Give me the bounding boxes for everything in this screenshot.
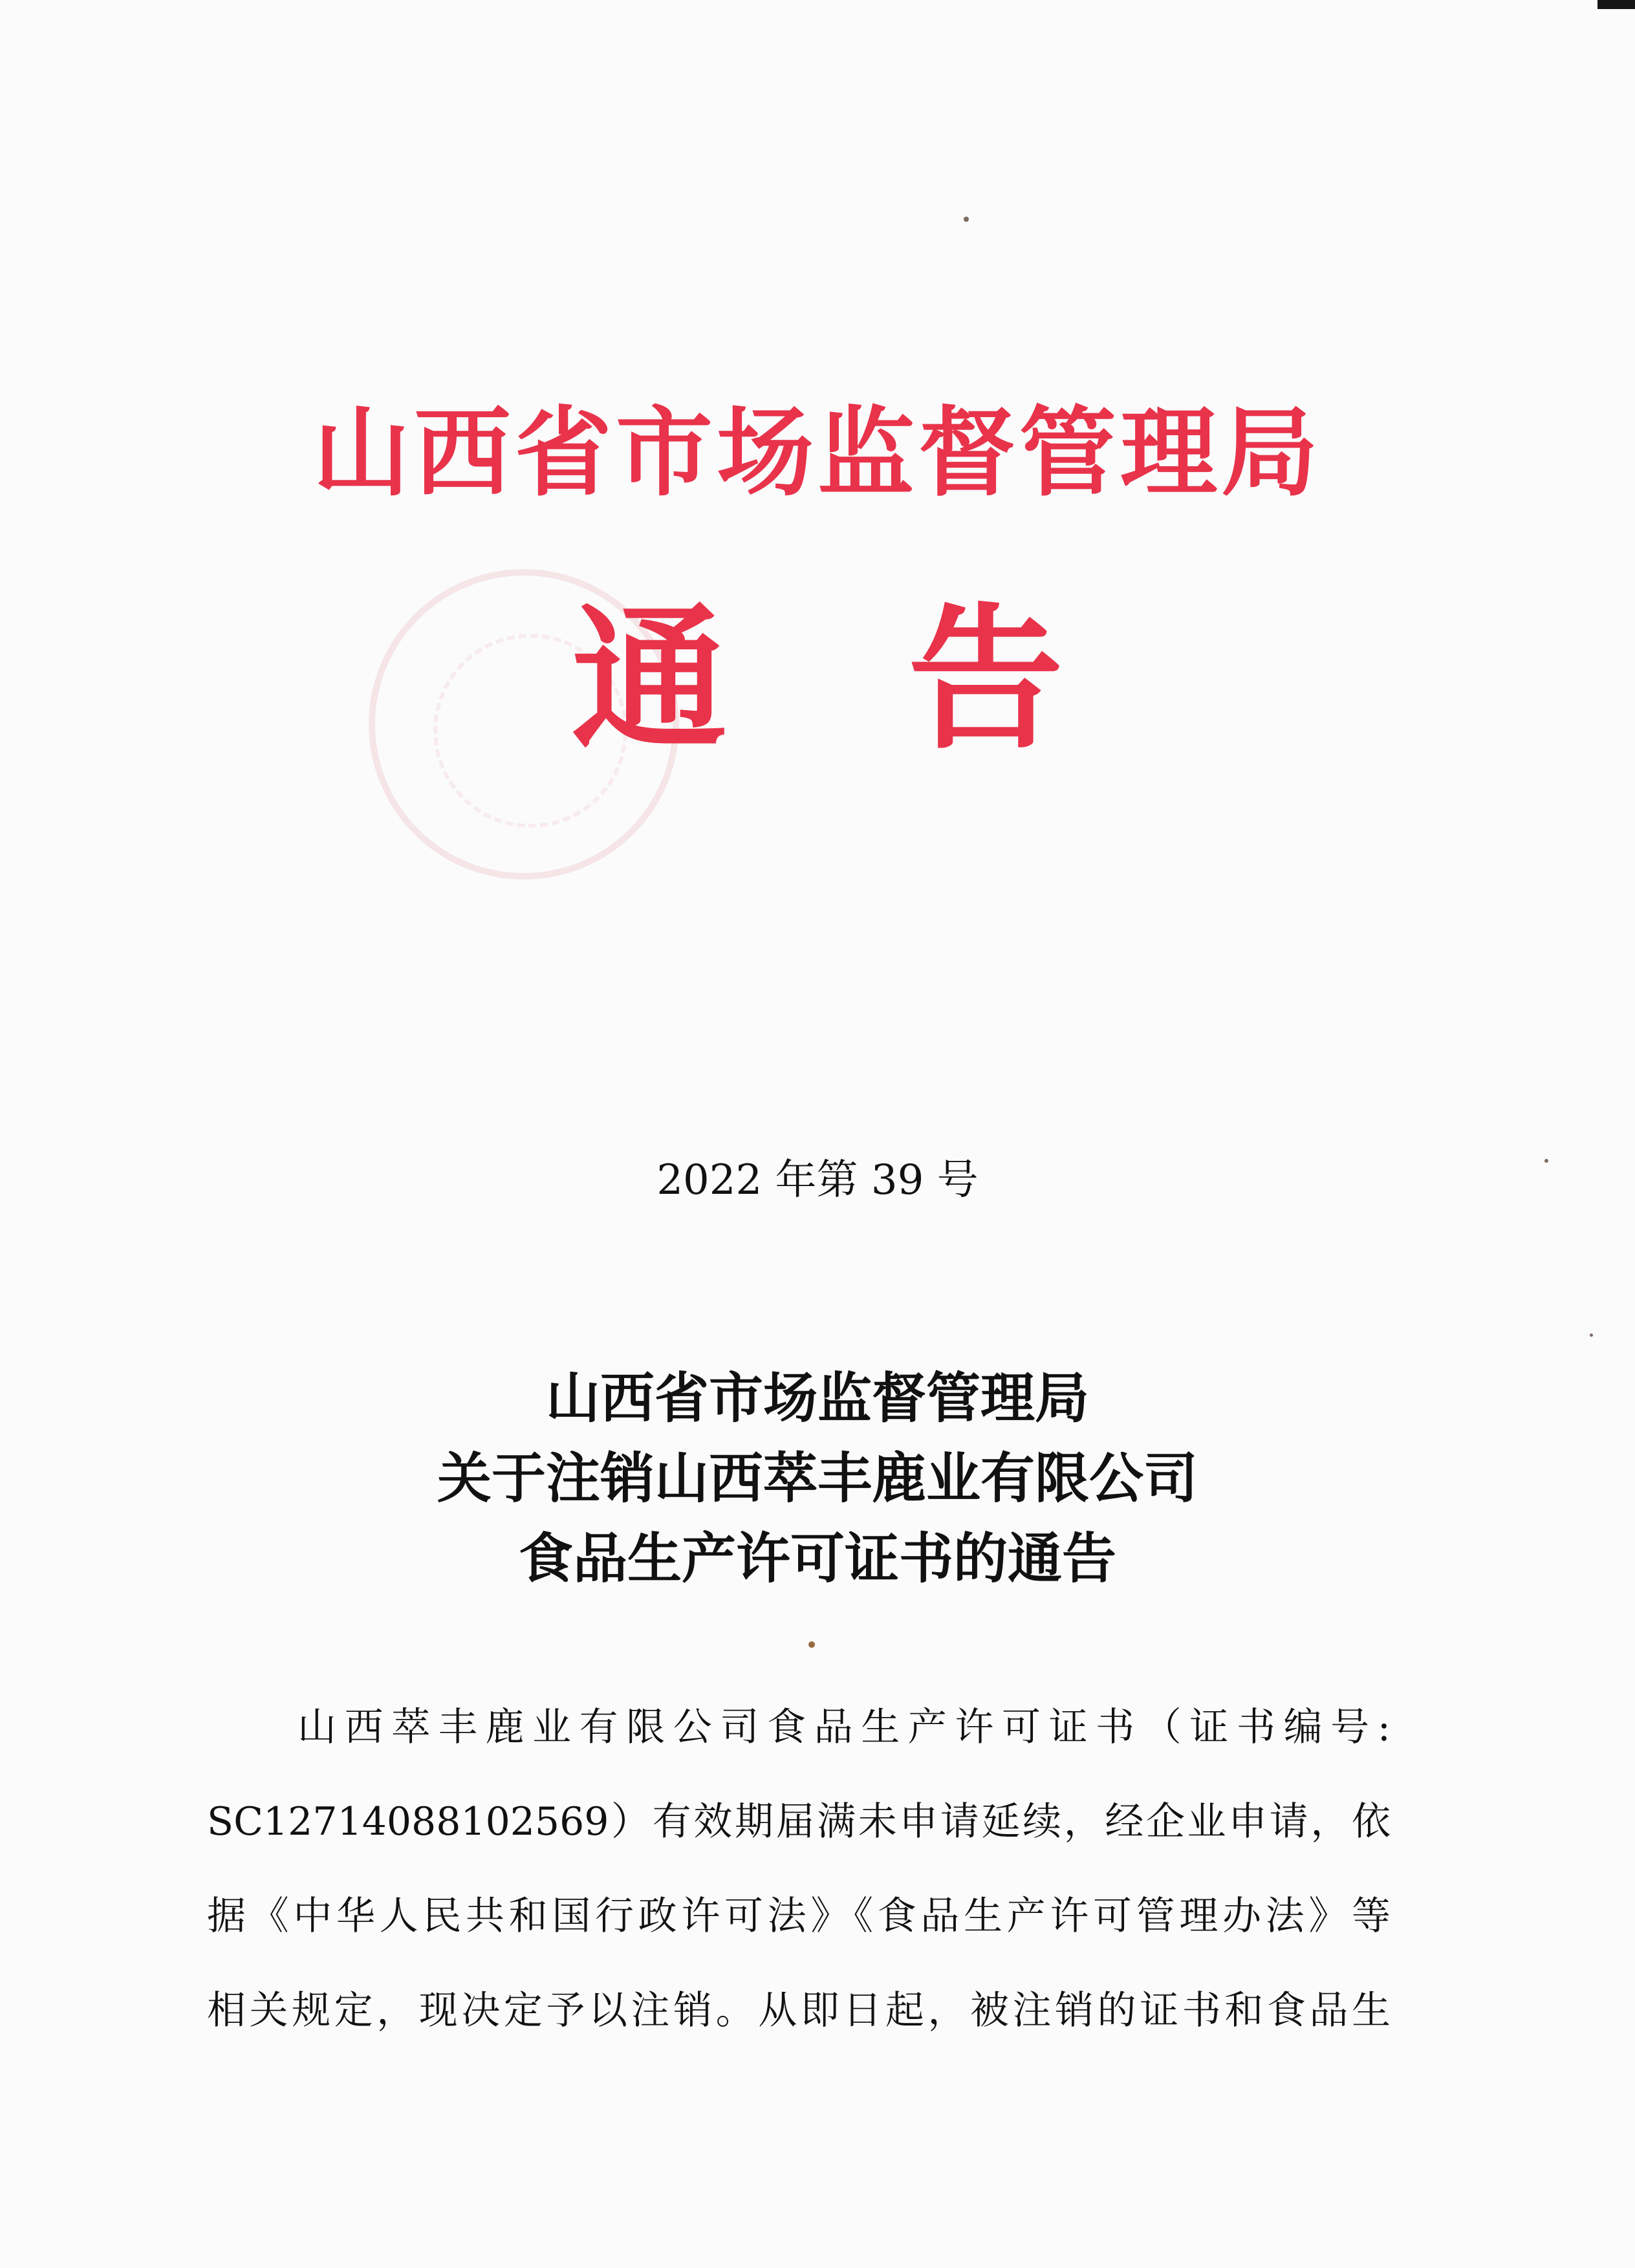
title-line: 关于注销山西萃丰鹿业有限公司: [437, 1446, 1198, 1510]
scan-speck: [808, 1641, 815, 1648]
title-line: 山西省市场监督管理局: [545, 1366, 1089, 1430]
title-line: 食品生产许可证书的通告: [518, 1526, 1116, 1590]
notice-title: [0, 1358, 1635, 1599]
notice-body: [207, 1680, 1391, 2058]
body-line: 山西萃丰鹿业有限公司食品生产许可证书（证书编号:: [298, 1705, 1391, 1750]
body-line: SC12714088102569）有效期届满未申请延续，经企业申请，依: [207, 1799, 1391, 1844]
document-type-char: 通: [571, 588, 727, 770]
body-line: 据《中华人民共和国行政许可法》《食品生产许可管理办法》等: [207, 1894, 1391, 1939]
scan-edge-mark: [1597, 0, 1635, 9]
body-line: 相关规定，现决定予以注销。从即日起，被注销的证书和食品生: [207, 1988, 1391, 2033]
issuing-authority-header: 山西省市场监督管理局: [312, 396, 1322, 510]
scan-speck: [964, 217, 969, 222]
document-number: 2022 年第 39 号: [656, 1156, 979, 1204]
scan-speck: [1590, 1334, 1593, 1337]
document-type-char: 告: [908, 588, 1064, 770]
document-type-header: [0, 589, 1635, 770]
